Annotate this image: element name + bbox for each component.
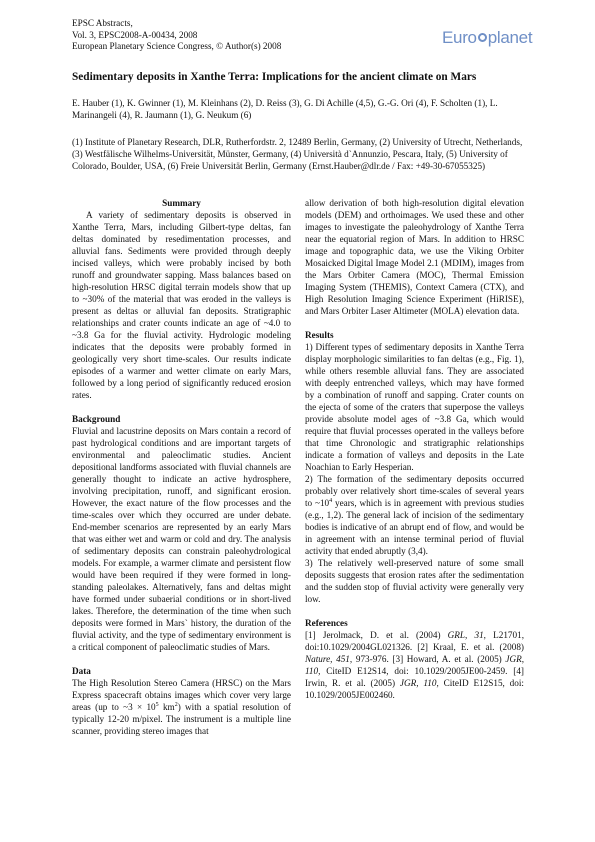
affiliations: (1) Institute of Planetary Research, DLR, Rutherfordstr. 2, 12489 Berlin, Germany, (2) University of Utrecht, Netherlands, (3) Westfälische Wilhelms-Universität, Münster, Germany, (4) Università d`Annunzio, Pescara, Italy, (5) University of Colorado, Boulder, USA, (6) Freie Universität Berlin, Germany (Ernst.Hauber@dlr.de / Fax: +49-30-67055325) (72, 137, 523, 171)
europlanet-logo (442, 26, 533, 50)
header-line-3: European Planetary Science Congress, © Author(s) 2008 (72, 41, 282, 52)
logo-text-right: planet (487, 28, 533, 47)
right-column (305, 197, 524, 701)
left-column (72, 197, 291, 737)
paper-title: Sedimentary deposits in Xanthe Terra: Implications for the ancient climate on Mars (72, 71, 477, 83)
data-text-continued: allow derivation of both high-resolution digital elevation models (DEM) and orthoimages. We used these and other images to investigate the paleohydrology of Xanthe Terra near the equatorial region of Mars. In addition to HRSC image and topographic data, we use the Viking Orbiter Mosaicked Digital Image Model 2.1 (MDIM), images from the Mars Orbiter Camera (MOC), Thermal Emission Imaging System (THEMIS), Context Camera (CTX), and High Resolution Imaging Science Experiment (HiRISE), and Mars Orbiter Laser Altimeter (MOLA) elevation data. (305, 198, 524, 316)
summary-heading: Summary (162, 198, 201, 208)
results-point-3: 3) The relatively well-preserved nature of some small deposits suggests that erosion rates after the sedimentation and the sudden stop of fluvial activity were generally very low. (305, 558, 524, 604)
references-text: [1] Jerolmack, D. et al. (2004) GRL, 31, L21701, doi:10.1029/2004GL021326. [2] Kraal, E. et al. (2008) Nature, 451, 973-976. [3] Howard, A. et al. (2005) JGR, 110, CiteID E12S14, doi: 10.1029/2005JE00-2459. [4] Irwin, R. et al. (2005) JGR, 110, CiteID E12S15, doi: 10.1029/2005JE002460. (305, 630, 524, 700)
logo-text-left: Euro (442, 28, 477, 47)
background-text: Fluvial and lacustrine deposits on Mars contain a record of past hydrological conditions and are important targets of environmental and paleoclimatic studies. Ancient depositional landforms associated with fluvial channels are generally thought to indicate an active hydrosphere, involving precipitation, runoff, and significant erosion. However, the exact nature of the flow processes and the time-scales over which they occurred are under debate. End-member scenarios are represented by an early Mars that was either wet and warm or cold and dry. The analysis of sedimentary deposits can constrain paleohydrological models. For example, a warmer climate and persistent flow would have been required if they were formed in long-standing paleolakes. Alternatively, fans and deltas might have formed under subaerial conditions or in short-lived lakes. Therefore, the determination of the time when such deposits were formed in Mars` history, the duration of the fluvial activity, and the type of sedimentary environment is a critical component of paleoclimatic studies of Mars. (72, 426, 291, 652)
results-heading: Results (305, 330, 334, 340)
summary-text: A variety of sedimentary deposits is observed in Xanthe Terra, Mars, including Gilbert-type deltas, fan deltas dominated by resedimentation processes, and alluvial fans. Sediments were provided through deeply incised valleys, which were probably incised by both runoff and groundwater sapping. Mass balances based on high-resolution HRSC digital terrain models show that up to ~30% of the material that was eroded in the valleys is present as deltas or alluvial fan deposits. Stratigraphic relationships and crater counts indicate an age of ~4.0 to ~3.8 Ga for the fluvial activity. Hydrologic modeling indicates that the deposits were probably formed in geologically very short time-scales. Our results indicate episodes of a warmer and wetter climate on early Mars, followed by a long period of significantly reduced erosion rates. (72, 210, 291, 400)
author-list: E. Hauber (1), K. Gwinner (1), M. Kleinhans (2), D. Reiss (3), G. Di Achille (4,5), G.-G. Ori (4), F. Scholten (1), L. Marinangeli (4), R. Jaumann (1), G. Neukum (6) (72, 98, 498, 120)
results-point-2: 2) The formation of the sedimentary deposits occurred probably over relatively short time-scales of several years to $\sim 10^4$ years, which is in agreement with previous studies (e.g., 1,2). The general lack of incision of the sedimentary bodies is indicative of an abrupt end of flow, and would be in agreement with an intense terminal period of fluvial activity that ended abruptly (3,4). (305, 474, 524, 556)
planet-ring-icon (478, 33, 487, 42)
header-line-2: Vol. 3, EPSC2008-A-00434, 2008 (72, 29, 198, 40)
journal-header (72, 18, 281, 53)
results-point-1: 1) Different types of sedimentary deposits in Xanthe Terra display morphologic similarities to fan deltas (e.g., Fig. 1), while others resemble alluvial fans. They are associated with deeply entrenched valleys, which may have formed by a combination of runoff and sapping. Crater counts on the ejecta of some of the craters that superpose the valleys provide absolute model ages of ~3.8 Ga, which would require that fluvial processes operated in the valleys before that time Chronologic and stratigraphic relationships indicate a formation of valleys and deposits in the Late Noachian to Early Hesperian. (305, 342, 524, 472)
references-heading: References (305, 618, 348, 628)
data-heading: Data (72, 666, 91, 676)
background-heading: Background (72, 414, 121, 424)
header-line-1: EPSC Abstracts, (72, 18, 133, 28)
data-text: The High Resolution Stereo Camera (HRSC) on the Mars Express spacecraft obtains images which cover very large areas (up to ~3 × $10^5$ $km^2$) with a spatial resolution of typically 12-20 m/pixel. The instrument is a multiple line scanner, providing stereo images that (72, 678, 291, 736)
